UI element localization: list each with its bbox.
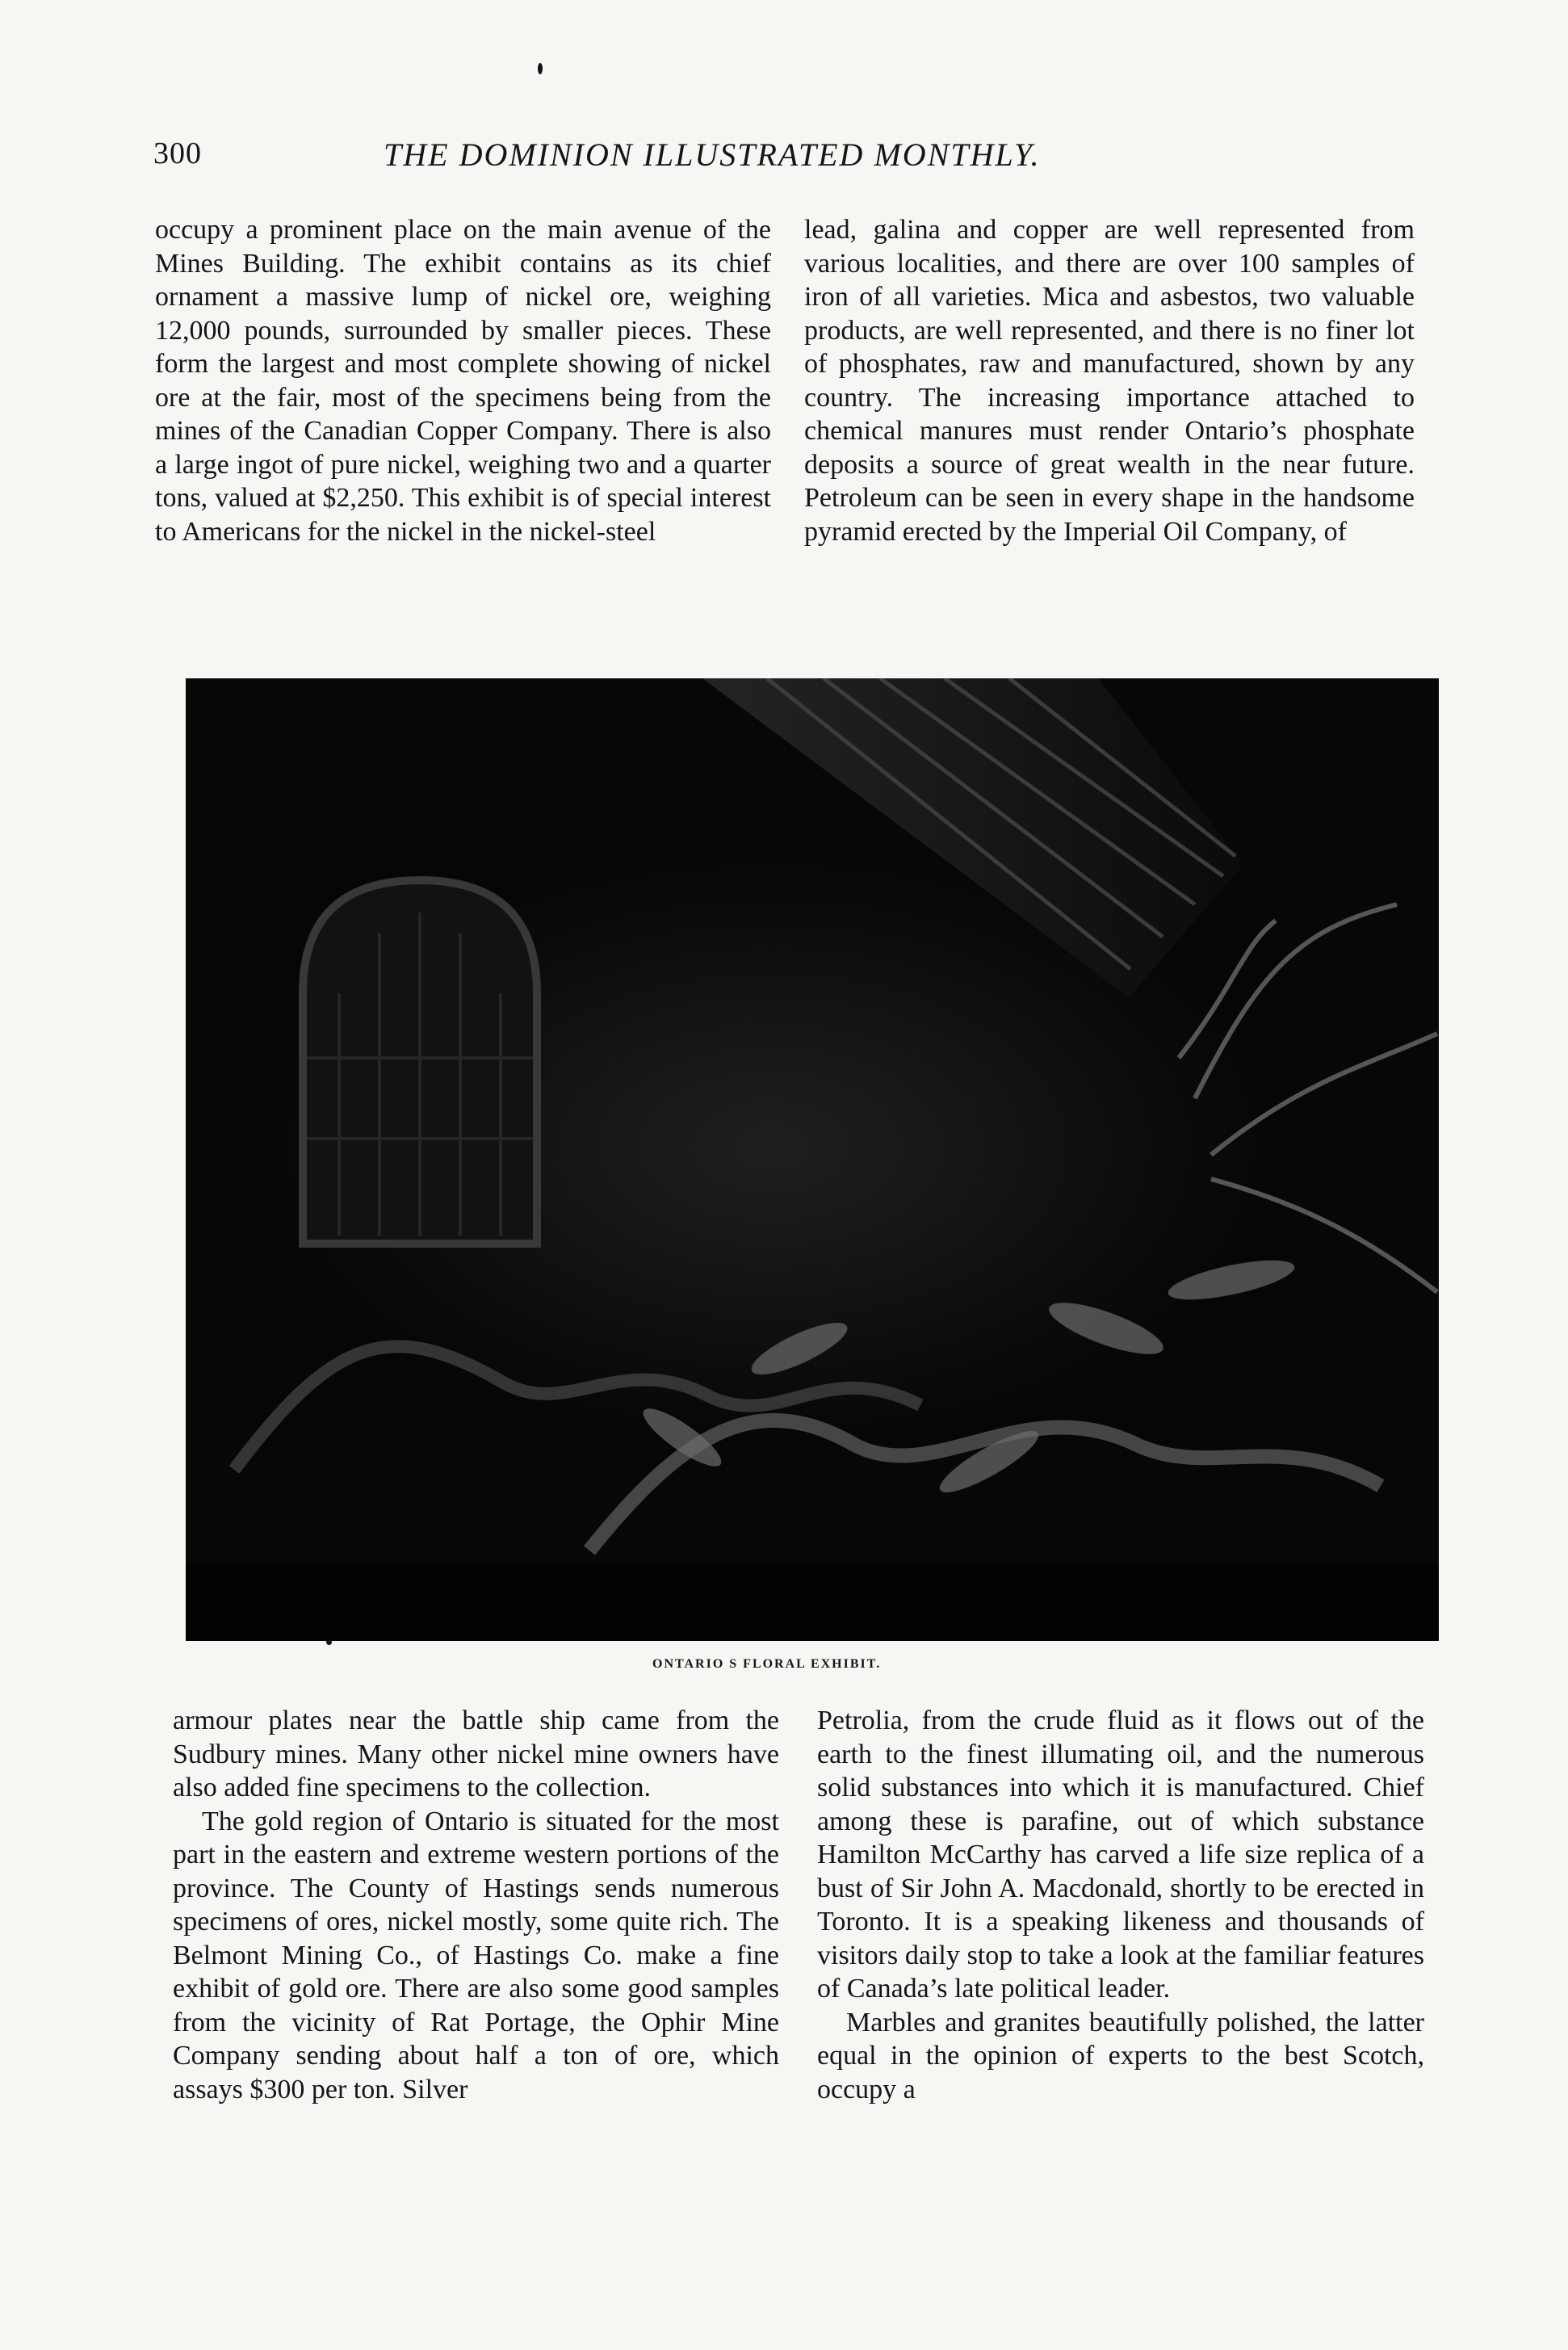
floral-exhibit-illustration <box>186 678 1439 1641</box>
paragraph-top-right: lead, galina and copper are well represented from various localities, and there are over 100 samples of iron of all varieties. Mica and asbestos, two valuable products, are well represented, and there is no finer lot of phosphates, raw and manufactured, shown by any country. The increasing importance attached to chemical manures must render Ontario’s phosphate deposits a source of great wealth in the near future. Petroleum can be seen in every shape in the handsome pyramid erected by the Imperial Oil Company, of <box>804 215 1415 547</box>
floor-shadow <box>186 1563 1439 1641</box>
paragraph-bottom-right-1: Petrolia, from the crude fluid as it flows out of the earth to the finest illumating oil, and the numerous solid substances into which it is manufactured. Chief among these is parafine, out of which substance Hamilton McCarthy has carved a life size replica of a bust of Sir John A. Macdonald, shortly to be erected in Toronto. It is a speaking likeness and thousands of visitors daily stop to take a look at the familiar features of Canada’s late political leader. <box>817 1706 1424 2004</box>
journal-title: THE DOMINION ILLUSTRATED MONTHLY. <box>384 136 1041 173</box>
paragraph-bottom-right-2: Marbles and granites beautifully polished, the latter equal in the opinion of experts to the best Scotch, occupy a <box>817 2007 1424 2105</box>
print-speck <box>326 1639 332 1645</box>
paragraph-bottom-left-1: armour plates near the battle ship came from the Sudbury mines. Many other nickel mine owners have also added fine specimens to the collection. <box>173 1706 779 1802</box>
text-column-top-right <box>804 213 1415 548</box>
text-column-bottom-left <box>173 1704 779 2106</box>
print-speck <box>538 63 543 74</box>
text-column-bottom-right <box>817 1704 1424 2106</box>
page-header <box>153 136 1413 184</box>
page-number: 300 <box>153 136 202 170</box>
paragraph-top-left: occupy a prominent place on the main avenue of the Mines Building. The exhibit contains as its chief ornament a massive lump of nickel ore, weighing 12,000 pounds, surrounded by smaller pieces. These form the largest and most complete showing of nickel ore at the fair, most of the specimens being from the mines of the Canadian Copper Company. There is also a large ingot of pure nickel, weighing two and a quarter tons, valued at $2,250. This exhibit is of special interest to Americans for the nickel in the nickel-steel <box>155 215 771 547</box>
figure-caption: ONTARIO S FLORAL EXHIBIT. <box>652 1657 882 1671</box>
paragraph-bottom-left-2: The gold region of Ontario is situated for the most part in the eastern and extreme western portions of the province. The County of Hastings sends numerous specimens of ores, nickel mostly, some quite rich. The Belmont Mining Co., of Hastings Co. make a fine exhibit of gold ore. There are also some good samples from the vicinity of Rat Portage, the Ophir Mine Company sending about half a ton of ore, which assays $300 per ton. Silver <box>173 1806 779 2105</box>
floral-exhibit-photo <box>186 678 1439 1641</box>
text-column-top-left <box>155 213 771 548</box>
